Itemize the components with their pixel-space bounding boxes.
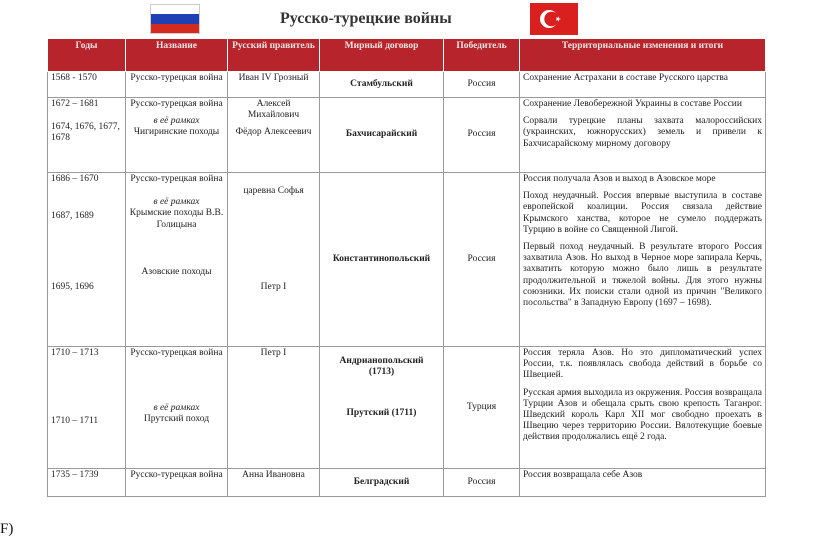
cell-winner: Россия [444,98,520,173]
cell-winner: Россия [444,173,520,347]
cell-years-main: 1672 – 1681 [51,99,99,109]
cell-result-part2: Поход неудачный. Россия впервые выступила в составе европейской коалиции. Россия связала действие Крымского ханства, которое не сумело поддержать Турцию в войне со Священной Лигой. [523,191,762,235]
cell-treaty: Константинопольский [320,173,444,347]
cell-years [48,173,126,347]
cell-years-main: 1686 – 1670 [51,174,99,184]
cell-result-part2: Сорвали турецкие планы захвата малороссийских (украинских, южнорусских) земель и привели к Бахчисарайскому мирному договору [523,116,762,149]
cell-years-sub: 1710 – 1711 [51,416,99,427]
cell-name: Русско-турецкая война [126,72,228,98]
wars-table [47,38,766,497]
cell-ruler [228,173,320,347]
cell-years-sub2: 1695, 1696 [51,282,94,293]
cell-ruler-sub: Фёдор Алексеевич [235,127,312,138]
cell-years-sub: 1687, 1689 [51,211,94,222]
cell-result [520,98,766,173]
column-header-name: Название [126,39,228,72]
cell-treaty: Стамбульский [320,72,444,98]
cell-name-sub2: Азовские походы [141,266,212,277]
cell-result-part3: Первый поход неудачный. В результате второго Россия захватила Азов. Но выход в Черное море запирала Керчь, захватить которую можно было лишь в результате продолжительной и тяжелой войны. Для этого нужны союзники. Их поиски стали одной из причин "Великого посольства" в Западную Европу (1697 – 1698). [523,242,762,309]
column-header-winner: Победитель [444,39,520,72]
cell-treaty: Бахчисарайский [320,98,444,173]
cell-years-sub: 1674, 1676, 1677, 1678 [51,122,120,144]
cell-winner: Россия [444,72,520,98]
cell-ruler: Петр I [228,347,320,469]
cell-name-sub: Чигиринские походы [133,127,220,138]
cell-result [520,173,766,347]
cell-ruler-main: Алексей Михайлович [247,99,300,121]
column-header-ruler: Русский правитель [228,39,320,72]
cell-result [520,347,766,469]
cell-result-part1: Россия теряла Азов. Но это дипломатический успех России, т.к. появлялась свобода действий в борьбе со Швецией. [523,348,762,381]
turkey-flag-icon [530,3,578,35]
column-header-result: Территориальные изменения и итоги [520,39,766,72]
cell-name-sub: Прутский поход [143,414,210,425]
cell-name-main: Русско-турецкая война [130,348,223,358]
cell-ruler [228,98,320,173]
cell-years [48,98,126,173]
cell-years-main: 1710 – 1713 [51,348,99,358]
cell-name-main: Русско-турецкая война [130,99,223,109]
table-row [48,347,766,469]
cell-frame-note: в её рамках [153,116,200,127]
cell-treaty-main: Андрианопольский (1713) [339,356,424,378]
cell-name: Русско-турецкая война [126,469,228,497]
table-row [48,469,766,497]
cell-years: 1568 - 1570 [48,72,126,98]
cell-frame-note: в её рамках [153,197,200,208]
table-row [48,98,766,173]
cell-winner: Турция [444,347,520,469]
cell-name-main: Русско-турецкая война [130,174,223,184]
cell-treaty [320,347,444,469]
cell-result: Россия возвращала себе Азов [520,469,766,497]
cell-result-part1: Сохранение Левобережной Украины в составе России [523,99,742,109]
cell-ruler-main: царевна Софья [243,186,304,196]
cell-ruler-sub: Петр I [260,282,287,293]
cell-result-part1: Россия получала Азов и выход в Азовское море [523,174,716,184]
table-header-row [48,39,766,72]
russia-flag-icon [150,4,200,34]
cell-treaty-sub: Прутский (1711) [346,408,417,419]
cell-name [126,347,228,469]
cell-ruler: Иван IV Грозный [228,72,320,98]
table-row [48,72,766,98]
cell-result: Сохранение Астрахани в составе Русского царства [520,72,766,98]
cell-result-part2: Русская армия выходила из окружения. Россия возвращала Турции Азов и обещала срыть свою крепость Таганрог. Шведский король Карл XII мог свободно проехать в Швецию через территорию России. Вялотекущие боевые действия продолжались ещё 2 года. [523,387,762,443]
page-title: Русско-турецкие войны [280,10,452,27]
cell-name-sub: Крымские походы В.В. Голицына [129,208,224,230]
cell-frame-note: в её рамках [153,403,200,414]
cell-ruler: Анна Ивановна [228,469,320,497]
column-header-years: Годы [48,39,126,72]
column-header-treaty: Мирный договор [320,39,444,72]
cell-winner: Россия [444,469,520,497]
cell-years: 1735 – 1739 [48,469,126,497]
cell-name [126,98,228,173]
figure-label: F) [0,521,14,537]
cell-name [126,173,228,347]
cell-years [48,347,126,469]
cell-treaty: Белградский [320,469,444,497]
table-row [48,173,766,347]
